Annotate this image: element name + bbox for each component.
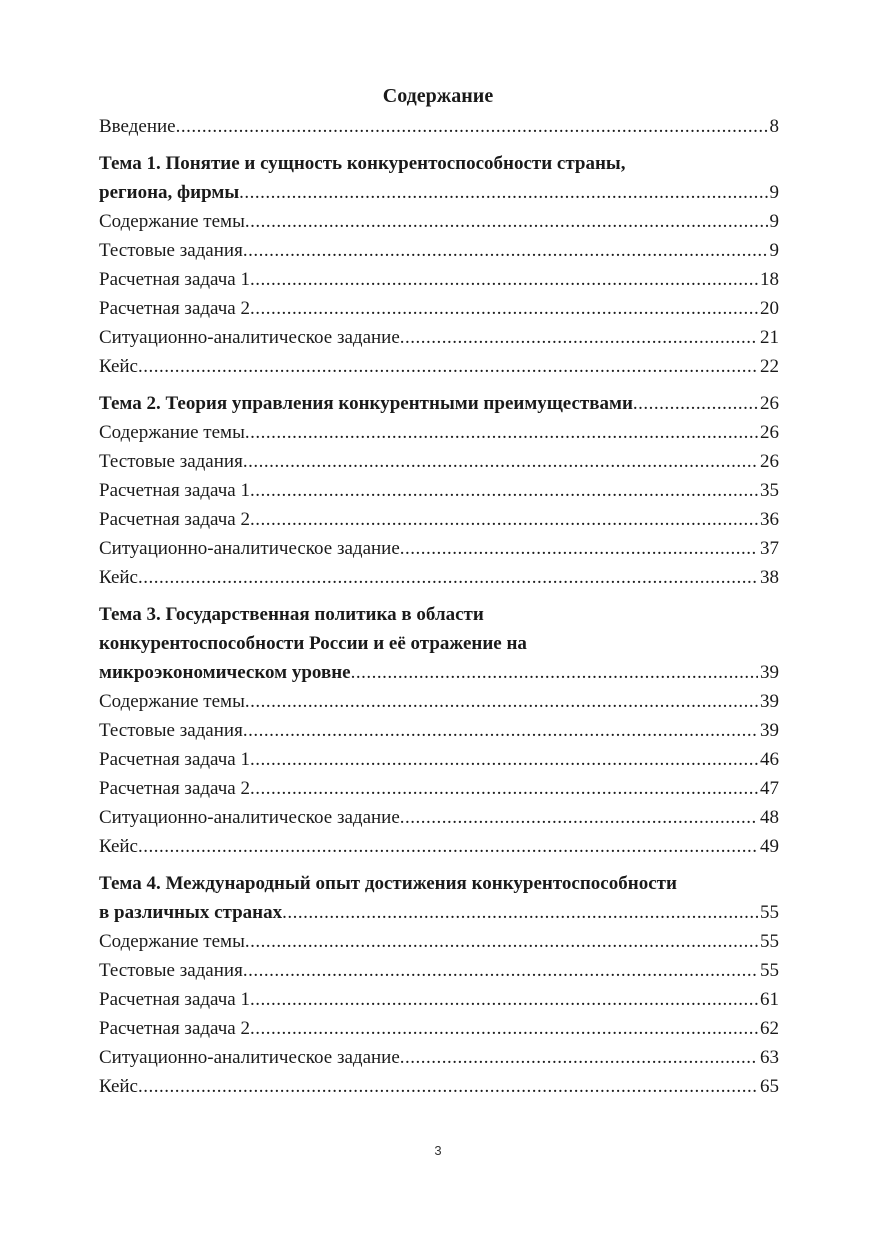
topic-heading-page: 9 <box>769 182 779 203</box>
dot-leader <box>250 294 758 323</box>
toc-entry[interactable] <box>99 832 779 861</box>
dot-leader <box>243 447 758 476</box>
toc-topic-1 <box>99 149 779 381</box>
toc-entry[interactable] <box>99 1072 779 1101</box>
toc-entry-label: Ситуационно-аналитическое задание <box>99 807 400 828</box>
toc-entry-label: Кейс <box>99 356 138 377</box>
topic-heading-entry[interactable] <box>99 898 779 927</box>
toc-entry[interactable] <box>99 956 779 985</box>
section-gap <box>99 592 779 600</box>
dot-leader <box>239 178 767 207</box>
toc-entry[interactable] <box>99 476 779 505</box>
toc-entry-page: 55 <box>760 960 779 981</box>
toc-entry-label: Кейс <box>99 836 138 857</box>
toc-entry-page: 39 <box>760 720 779 741</box>
toc-entry-page: 46 <box>760 749 779 770</box>
toc-entry-label: Расчетная задача 2 <box>99 509 250 530</box>
dot-leader <box>400 534 758 563</box>
toc-entry[interactable] <box>99 534 779 563</box>
toc-entry-page: 18 <box>760 269 779 290</box>
toc-entry-label: Расчетная задача 2 <box>99 778 250 799</box>
toc-entry[interactable] <box>99 687 779 716</box>
toc-entry-label: Кейс <box>99 567 138 588</box>
dot-leader <box>243 716 758 745</box>
toc-entry-page: 20 <box>760 298 779 319</box>
topic-heading-line: Тема 4. Международный опыт достижения конкурентоспособности <box>99 873 677 894</box>
topic-heading-label: микроэкономическом уровне <box>99 662 351 683</box>
page-number: 3 <box>434 1143 442 1158</box>
toc-entry-label: Содержание темы <box>99 211 245 232</box>
dot-leader <box>633 389 758 418</box>
toc-topic-4 <box>99 869 779 1101</box>
dot-leader <box>245 418 758 447</box>
dot-leader <box>250 265 758 294</box>
toc-entry-page: 35 <box>760 480 779 501</box>
toc-entry[interactable] <box>99 563 779 592</box>
toc-entry-label: Содержание темы <box>99 422 245 443</box>
topic-heading-entry[interactable] <box>99 389 779 418</box>
toc-entry-page: 63 <box>760 1047 779 1068</box>
toc-entry-label: Ситуационно-аналитическое задание <box>99 538 400 559</box>
toc-entry-page: 36 <box>760 509 779 530</box>
toc-entry-page: 22 <box>760 356 779 377</box>
toc-entry[interactable] <box>99 236 779 265</box>
topic-heading-line: Тема 1. Понятие и сущность конкурентоспособности страны, <box>99 153 626 174</box>
toc-entry-label: Содержание темы <box>99 931 245 952</box>
dot-leader <box>250 985 758 1014</box>
dot-leader <box>351 658 758 687</box>
table-of-contents <box>99 112 779 1101</box>
toc-entry-page: 9 <box>769 240 779 261</box>
toc-entry-label: Ситуационно-аналитическое задание <box>99 1047 400 1068</box>
toc-entry-page: 9 <box>769 211 779 232</box>
page-title: Содержание <box>382 85 494 107</box>
toc-entry-page: 65 <box>760 1076 779 1097</box>
toc-entry-label: Ситуационно-аналитическое задание <box>99 327 400 348</box>
dot-leader <box>400 803 758 832</box>
dot-leader <box>250 1014 758 1043</box>
dot-leader <box>138 352 758 381</box>
topic-heading-entry[interactable] <box>99 178 779 207</box>
toc-entry-label: Содержание темы <box>99 691 245 712</box>
dot-leader <box>243 956 758 985</box>
toc-entry[interactable] <box>99 294 779 323</box>
section-gap <box>99 381 779 389</box>
toc-entry-label: Расчетная задача 1 <box>99 749 250 770</box>
dot-leader <box>245 927 758 956</box>
toc-entry-page: 26 <box>760 451 779 472</box>
toc-entry-label: Тестовые задания <box>99 960 243 981</box>
section-gap <box>99 861 779 869</box>
toc-entry-page: 39 <box>760 691 779 712</box>
topic-heading-page: 39 <box>760 662 779 683</box>
toc-entry-page: 38 <box>760 567 779 588</box>
dot-leader <box>243 236 768 265</box>
dot-leader <box>176 112 768 141</box>
toc-entry[interactable] <box>99 927 779 956</box>
toc-entry-page: 8 <box>769 116 779 137</box>
toc-entry-page: 61 <box>760 989 779 1010</box>
toc-entry-label: Кейс <box>99 1076 138 1097</box>
topic-heading-page: 26 <box>760 393 779 414</box>
toc-entry-page: 21 <box>760 327 779 348</box>
topic-heading-page: 55 <box>760 902 779 923</box>
toc-entry[interactable] <box>99 352 779 381</box>
toc-entry[interactable] <box>99 418 779 447</box>
topic-heading-line: Тема 3. Государственная политика в области <box>99 604 484 625</box>
toc-entry-label: Тестовые задания <box>99 240 243 261</box>
toc-entry[interactable] <box>99 505 779 534</box>
toc-entry[interactable] <box>99 745 779 774</box>
toc-entry[interactable] <box>99 1043 779 1072</box>
toc-entry-label: Тестовые задания <box>99 451 243 472</box>
toc-entry-label: Введение <box>99 116 176 137</box>
dot-leader <box>282 898 758 927</box>
toc-entry[interactable] <box>99 265 779 294</box>
toc-entry[interactable] <box>99 207 779 236</box>
toc-entry-intro[interactable] <box>99 112 779 141</box>
toc-entry[interactable] <box>99 716 779 745</box>
toc-entry-label: Расчетная задача 1 <box>99 269 250 290</box>
topic-heading-label: региона, фирмы <box>99 182 240 203</box>
section-gap <box>99 141 779 149</box>
toc-entry[interactable] <box>99 803 779 832</box>
toc-entry[interactable] <box>99 985 779 1014</box>
dot-leader <box>400 323 758 352</box>
topic-heading-label: в различных странах <box>99 902 283 923</box>
dot-leader <box>250 476 758 505</box>
toc-entry-label: Расчетная задача 1 <box>99 480 250 501</box>
toc-entry-page: 62 <box>760 1018 779 1039</box>
dot-leader <box>245 207 768 236</box>
topic-heading-line: конкурентоспособности России и её отражение на <box>99 633 527 654</box>
dot-leader <box>138 832 758 861</box>
toc-topic-2 <box>99 389 779 592</box>
toc-entry-page: 49 <box>760 836 779 857</box>
toc-entry-page: 47 <box>760 778 779 799</box>
dot-leader <box>138 563 758 592</box>
toc-entry-page: 55 <box>760 931 779 952</box>
toc-entry-page: 26 <box>760 422 779 443</box>
toc-entry[interactable] <box>99 774 779 803</box>
toc-topic-3 <box>99 600 779 861</box>
topic-heading-entry[interactable] <box>99 658 779 687</box>
dot-leader <box>245 687 758 716</box>
dot-leader <box>250 774 758 803</box>
toc-entry[interactable] <box>99 323 779 352</box>
toc-entry-page: 37 <box>760 538 779 559</box>
toc-entry[interactable] <box>99 447 779 476</box>
toc-entry-label: Расчетная задача 2 <box>99 298 250 319</box>
dot-leader <box>138 1072 758 1101</box>
dot-leader <box>250 745 758 774</box>
toc-entry-label: Расчетная задача 1 <box>99 989 250 1010</box>
dot-leader <box>250 505 758 534</box>
toc-entry-page: 48 <box>760 807 779 828</box>
toc-entry-label: Расчетная задача 2 <box>99 1018 250 1039</box>
toc-entry[interactable] <box>99 1014 779 1043</box>
topic-heading-label: Тема 2. Теория управления конкурентными преимуществами <box>99 393 633 414</box>
dot-leader <box>400 1043 758 1072</box>
toc-entry-label: Тестовые задания <box>99 720 243 741</box>
